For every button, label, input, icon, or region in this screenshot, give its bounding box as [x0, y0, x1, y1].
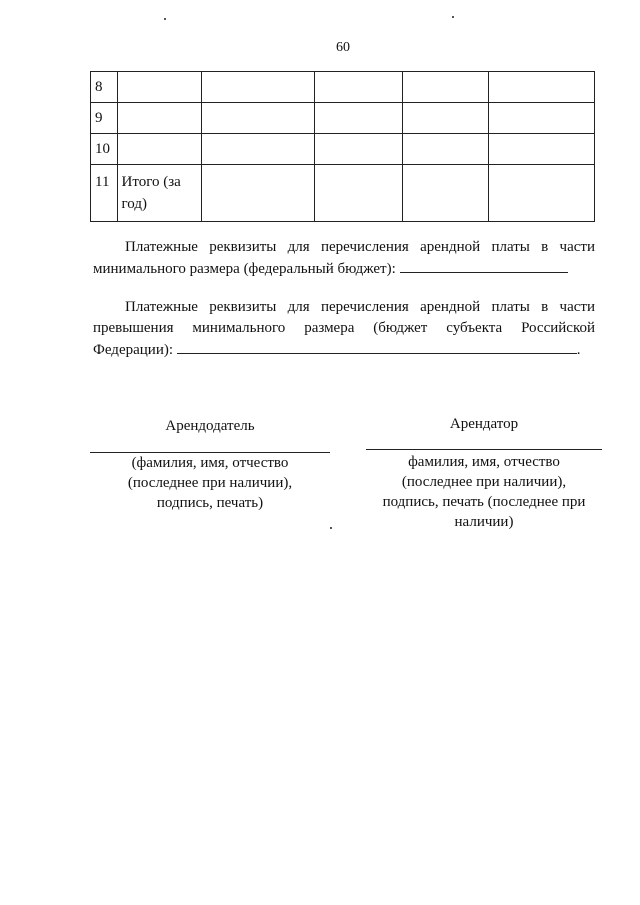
row-label-cell: Итого (за год) — [117, 165, 201, 222]
page-number: 60 — [336, 40, 350, 55]
table-cell — [402, 103, 488, 134]
landlord-caption: (фамилия, имя, отчество (последнее при наличии), подпись, печать) — [127, 455, 293, 511]
table-cell — [488, 72, 594, 103]
row-label-cell — [117, 134, 201, 165]
table-cell — [402, 165, 488, 222]
tenant-signature-line — [366, 449, 602, 450]
scan-speck — [164, 18, 166, 20]
table-row — [91, 72, 595, 103]
tenant-title: Арендатор — [449, 416, 519, 432]
terminal-period: . — [576, 342, 581, 358]
scan-speck — [452, 16, 454, 18]
rent-table — [90, 71, 595, 222]
table-cell — [488, 165, 594, 222]
table-cell — [315, 72, 402, 103]
table-cell — [201, 165, 315, 222]
table-cell — [201, 103, 315, 134]
table-cell — [201, 134, 315, 165]
payment-details-regional-text: Платежные реквизиты для перечисления арендной платы в части превышения минимального размера (бюджет субъекта Российской Федерации): — [93, 299, 595, 358]
row-number-cell: 11 — [91, 165, 118, 222]
table-row — [91, 165, 595, 222]
row-number-cell: 9 — [91, 103, 118, 134]
table-cell — [402, 72, 488, 103]
table-cell — [315, 134, 402, 165]
row-label-cell — [117, 72, 201, 103]
row-number-cell: 8 — [91, 72, 118, 103]
table-cell — [201, 72, 315, 103]
row-label-cell — [117, 103, 201, 134]
payment-details-federal — [93, 237, 595, 280]
fill-in-line — [400, 258, 568, 273]
payment-details-federal-text: Платежные реквизиты для перечисления арендной платы в части минимального размера (федеральный бюджет): — [93, 239, 595, 277]
table-row — [91, 103, 595, 134]
table-cell — [488, 134, 594, 165]
table-cell — [315, 165, 402, 222]
scan-speck — [330, 527, 332, 529]
table-row — [91, 134, 595, 165]
table-cell — [315, 103, 402, 134]
payment-details-regional — [93, 297, 595, 361]
fill-in-line — [177, 339, 577, 354]
table-cell — [402, 134, 488, 165]
table-cell — [488, 103, 594, 134]
row-number-cell: 10 — [91, 134, 118, 165]
landlord-title: Арендодатель — [165, 418, 255, 434]
tenant-caption: фамилия, имя, отчество (последнее при наличии), подпись, печать (последнее при наличии) — [382, 454, 586, 530]
